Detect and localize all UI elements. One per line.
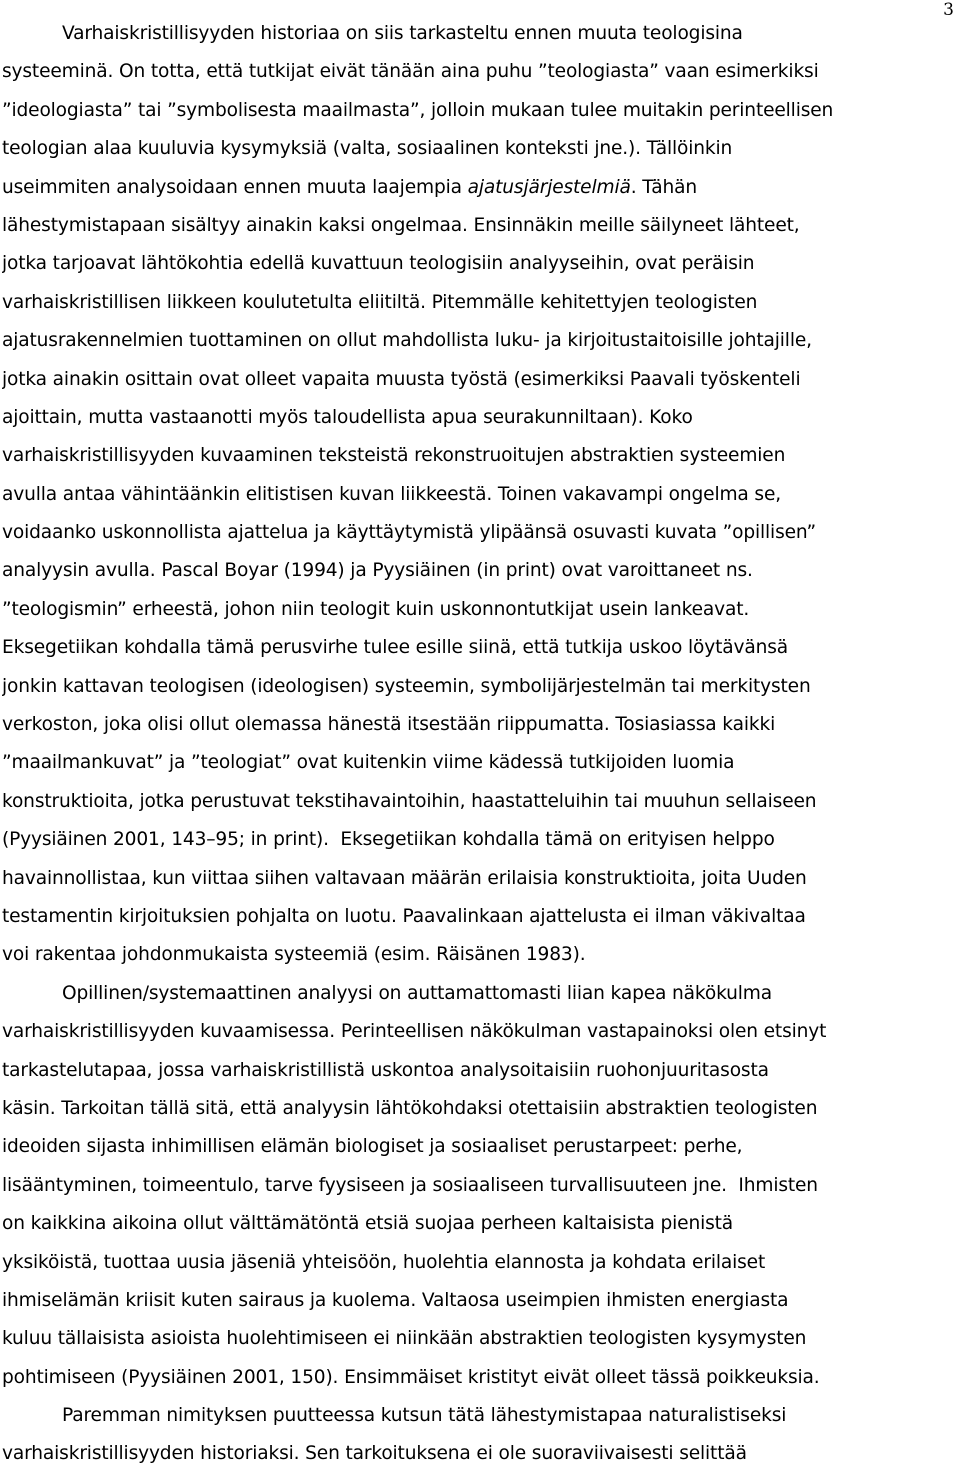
line-text: testamentin kirjoituksien pohjalta on luotu. Paavalinkaan ajattelusta ei ilman väkivaltaa <box>2 905 806 927</box>
text-line <box>2 53 960 91</box>
text-line <box>2 898 960 936</box>
text-line <box>2 591 960 629</box>
line-text: Varhaiskristillisyyden historiaa on siis tarkasteltu ennen muuta teologisina <box>62 23 743 44</box>
text-line <box>2 706 960 744</box>
text-line <box>2 552 960 590</box>
line-text: varhaiskristillisen liikkeen koulutetulta eliitiltä. Pitemmälle kehitettyjen teologisten <box>2 291 758 313</box>
text-line <box>2 1282 960 1320</box>
text-line <box>2 1435 960 1473</box>
text-line <box>2 1397 960 1435</box>
text-line <box>2 130 960 168</box>
line-text: systeeminä. On totta, että tutkijat eivät tänään aina puhu ”teologiasta” vaan esimerkiksi <box>2 61 819 83</box>
line-text: voi rakentaa johdonmukaista systeemiä (esim. Räisänen 1983). <box>2 944 586 966</box>
line-text: jotka ainakin osittain ovat olleet vapaita muusta työstä (esimerkiksi Paavali työskenteli <box>2 368 801 390</box>
text-line <box>2 514 960 552</box>
text-line <box>2 169 960 207</box>
line-text: kuluu tällaisista asioista huolehtimiseen ei niinkään abstraktien teologisten kysymysten <box>2 1328 807 1350</box>
text-line <box>2 284 960 322</box>
line-text: ”ideologiasta” tai ”symbolisesta maailmasta”, jolloin mukaan tulee muitakin perinteellisen <box>2 99 834 121</box>
text-line <box>2 668 960 706</box>
text-line <box>2 476 960 514</box>
text-line <box>2 361 960 399</box>
text-line <box>2 936 960 974</box>
line-text: teologian alaa kuuluvia kysymyksiä (valta, sosiaalinen konteksti jne.). Tällöinkin <box>2 138 733 160</box>
line-text: ajatusrakennelmien tuottaminen on ollut mahdollista luku- ja kirjoitustaitoisille johtajille, <box>2 330 812 352</box>
line-text: konstruktioita, jotka perustuvat tekstihavaintoihin, haastatteluihin tai muuhun sellaiseen <box>2 790 817 812</box>
line-text: varhaiskristillisyyden kuvaaminen teksteistä rekonstruoitujen abstraktien systeemien <box>2 445 786 467</box>
line-text: tarkastelutapaa, jossa varhaiskristillistä uskontoa analysoitaisiin ruohonjuuritasosta <box>2 1059 769 1081</box>
text-line <box>2 1052 960 1090</box>
line-text-after: . Tähän <box>630 176 698 198</box>
text-line <box>2 322 960 360</box>
line-text: Eksegetiikan kohdalla tämä perusvirhe tulee esille siinä, että tutkija uskoo löytävänsä <box>2 637 789 659</box>
line-text: Opillinen/systemaattinen analyysi on auttamattomasti liian kapea näkökulma <box>62 982 772 1004</box>
line-text: analyysin avulla. Pascal Boyar (1994) ja Pyysiäinen (in print) ovat varoittaneet ns. <box>2 560 753 582</box>
text-line <box>2 437 960 475</box>
line-text: varhaiskristillisyyden historiaksi. Sen tarkoituksena ei ole suoraviivaisesti selittää <box>2 1443 747 1465</box>
text-line <box>2 92 960 130</box>
page-number: 3 <box>943 0 954 20</box>
text-line <box>2 744 960 782</box>
text-line <box>2 1359 960 1397</box>
text-line <box>2 399 960 437</box>
line-text: useimmiten analysoidaan ennen muuta laajempia <box>2 176 468 198</box>
line-text: (Pyysiäinen 2001, 143–95; in print). Eksegetiikan kohdalla tämä on erityisen helppo <box>2 829 775 851</box>
text-line <box>2 1013 960 1051</box>
line-text: ”teologismin” erheestä, johon niin teologit kuin uskonnontutkijat usein lankeavat. <box>2 598 750 620</box>
text-line <box>2 1167 960 1205</box>
text-line <box>2 821 960 859</box>
emphasized-term: ajatusjärjestelmiä <box>467 176 631 198</box>
line-text: lisääntyminen, toimeentulo, tarve fyysiseen ja sosiaaliseen turvallisuuteen jne. Ihmisten <box>2 1174 818 1196</box>
text-line <box>2 860 960 898</box>
line-text: verkoston, joka olisi ollut olemassa hänestä itsestään riippumatta. Tosiasiassa kaikki <box>2 714 776 736</box>
line-text: avulla antaa vähintäänkin elitistisen kuvan liikkeestä. Toinen vakavampi ongelma se, <box>2 483 782 505</box>
line-text: jonkin kattavan teologisen (ideologisen) systeemin, symbolijärjestelmän tai merkitysten <box>2 675 811 697</box>
text-line <box>2 207 960 245</box>
line-text: varhaiskristillisyyden kuvaamisessa. Perinteellisen näkökulman vastapainoksi olen etsinyt <box>2 1021 827 1043</box>
text-line <box>2 1090 960 1128</box>
line-text: on kaikkina aikoina ollut välttämätöntä etsiä suojaa perheen kaltaisista pienistä <box>2 1213 734 1235</box>
line-text: ajoittain, mutta vastaanotti myös taloudellista apua seurakunniltaan). Koko <box>2 406 693 428</box>
line-text: jotka tarjoavat lähtökohtia edellä kuvattuun teologisiin analyyseihin, ovat peräisin <box>2 253 755 275</box>
body-text <box>2 15 960 1474</box>
line-text: havainnollistaa, kun viittaa siihen valtavaan määrän erilaisia konstruktioita, joita Uuden <box>2 867 807 889</box>
line-text: yksiköistä, tuottaa uusia jäseniä yhteisöön, huolehtia elannosta ja kohdata erilaiset <box>2 1251 766 1273</box>
line-text: käsin. Tarkoitan tällä sitä, että analyysin lähtökohdaksi otettaisiin abstraktien teologisten <box>2 1097 818 1119</box>
line-text: ”maailmankuvat” ja ”teologiat” ovat kuitenkin viime kädessä tutkijoiden luomia <box>2 752 735 774</box>
text-line <box>2 15 960 53</box>
text-line <box>2 1244 960 1282</box>
line-text: voidaanko uskonnollista ajattelua ja käyttäytymistä ylipäänsä osuvasti kuvata ”opillisen” <box>2 522 816 544</box>
line-text: pohtimiseen (Pyysiäinen 2001, 150). Ensimmäiset kristityt eivät olleet tässä poikkeuksia. <box>2 1366 820 1388</box>
line-text: Paremman nimityksen puutteessa kutsun tätä lähestymistapaa naturalistiseksi <box>62 1405 787 1427</box>
text-line <box>2 629 960 667</box>
text-line <box>2 975 960 1013</box>
text-line <box>2 1320 960 1358</box>
text-line <box>2 783 960 821</box>
line-text: lähestymistapaan sisältyy ainakin kaksi ongelmaa. Ensinnäkin meille säilyneet lähteet, <box>2 214 800 236</box>
line-text: ihmiselämän kriisit kuten sairaus ja kuolema. Valtaosa useimpien ihmisten energiasta <box>2 1289 789 1311</box>
text-line <box>2 245 960 283</box>
line-text: ideoiden sijasta inhimillisen elämän biologiset ja sosiaaliset perustarpeet: perhe, <box>2 1136 743 1158</box>
text-line <box>2 1205 960 1243</box>
text-line <box>2 1128 960 1166</box>
